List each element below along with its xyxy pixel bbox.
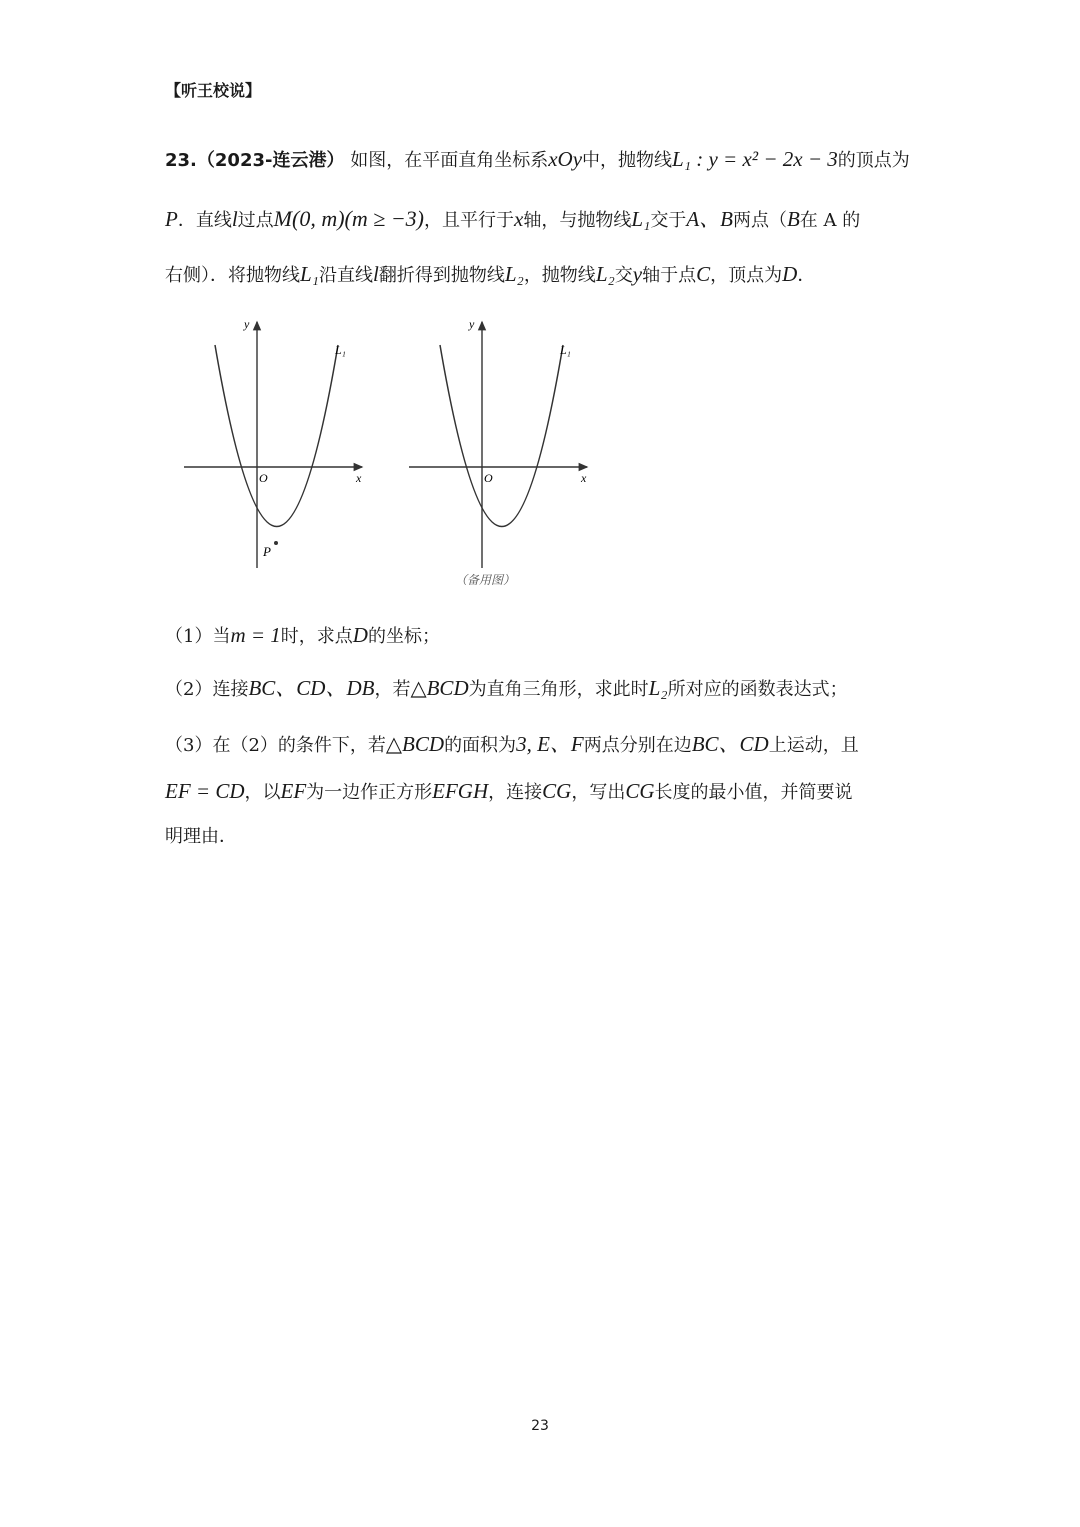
problem-number: 23. xyxy=(165,150,197,171)
question-text: ，若 xyxy=(374,679,411,700)
y-axis-label: y xyxy=(469,317,475,331)
segment-label: CG xyxy=(542,779,572,803)
question-2 xyxy=(165,672,925,702)
problem-text: 如图，在平面直角坐标系 xyxy=(350,150,549,171)
question-text: （1）当 xyxy=(165,626,231,647)
x-axis-label: x xyxy=(581,471,587,485)
segment-label: EF xyxy=(280,779,307,803)
point-label: D xyxy=(782,262,798,286)
question-3 xyxy=(165,728,925,758)
question-text: ，以 xyxy=(244,782,281,803)
origin-label: O xyxy=(484,471,493,485)
line-label: l xyxy=(231,207,238,231)
parabola-curve xyxy=(215,345,338,527)
segment-label: CG xyxy=(625,779,655,803)
question-text: 时，求点 xyxy=(280,626,353,647)
figure-right xyxy=(405,310,605,599)
point-label: P xyxy=(165,207,178,231)
parabola-label: L₁ xyxy=(300,262,319,286)
question-text: 的坐标； xyxy=(367,626,440,647)
parabola-label: L₂ xyxy=(504,262,524,286)
point-label: D xyxy=(352,623,368,647)
coordinate-system-label: xOy xyxy=(548,147,583,171)
x-axis-label: x xyxy=(356,471,362,485)
page-header: 【听王校说】 xyxy=(165,81,262,100)
question-text: 长度的最小值，并简要说 xyxy=(654,782,853,803)
figure-caption: （备用图） xyxy=(455,573,516,587)
question-formula: m = 1 xyxy=(230,623,281,647)
problem-text: 轴，与抛物线 xyxy=(523,210,632,231)
question-text: （2）连接 xyxy=(165,679,249,700)
question-text: 为一边作正方形 xyxy=(306,782,433,803)
problem-text: ．直线 xyxy=(177,210,232,231)
question-3-line-2 xyxy=(165,778,925,804)
question-text: （3）在（2）的条件下，若 xyxy=(165,735,386,756)
parabola-formula: L₁ : y = x² − 2x − 3 xyxy=(672,147,838,171)
triangle-label: △BCD xyxy=(410,676,469,700)
point-m-formula: M(0, m)(m ≥ −3) xyxy=(273,206,424,231)
point-label: C xyxy=(696,262,711,286)
figure-left-graph xyxy=(180,310,380,590)
figure-left xyxy=(180,310,380,594)
points-label: A、B xyxy=(686,207,733,231)
point-label: B xyxy=(786,207,800,231)
question-text: 所对应的函数表达式； xyxy=(667,679,848,700)
problem-text: 两点（ xyxy=(732,210,787,231)
curve-label: L₁ xyxy=(335,343,346,357)
question-text: ，写出 xyxy=(571,782,626,803)
problem-line-1 xyxy=(165,146,925,172)
question-text: 上运动，且 xyxy=(768,735,859,756)
y-axis-label: y xyxy=(244,317,250,331)
parabola-label: L₁ xyxy=(631,207,651,231)
origin-label: O xyxy=(259,471,268,485)
figure-right-graph xyxy=(405,310,605,595)
question-3-line-3 xyxy=(165,822,925,848)
page-number: 23 xyxy=(531,1418,549,1434)
question-text: 为直角三角形，求此时 xyxy=(468,679,649,700)
vertex-point xyxy=(274,541,278,545)
question-text: 明理由． xyxy=(165,826,237,847)
problem-text: 右侧）．将抛物线 xyxy=(165,265,300,286)
problem-text: ，抛物线 xyxy=(523,265,596,286)
problem-line-3 xyxy=(165,261,925,287)
problem-source: （2023-连云港） xyxy=(196,150,345,171)
question-text: 的面积为 xyxy=(444,735,517,756)
problem-text: 过点 xyxy=(237,210,274,231)
problem-text: ． xyxy=(797,265,816,286)
problem-text: 轴于点 xyxy=(642,265,697,286)
side-labels: BC、CD xyxy=(691,732,769,756)
question-text: ，连接 xyxy=(488,782,543,803)
question-1 xyxy=(165,622,925,648)
parabola-label: L₂ xyxy=(648,676,668,700)
problem-text: 交 xyxy=(614,265,633,286)
line-label: l xyxy=(372,262,379,286)
problem-text: 在 A 的 xyxy=(799,210,861,231)
square-label: EFGH xyxy=(432,779,489,803)
problem-text: 交于 xyxy=(650,210,687,231)
points-label: 3, E、F xyxy=(516,732,584,756)
axis-label: x xyxy=(514,207,524,231)
equation: EF = CD xyxy=(165,779,245,803)
curve-label: L₁ xyxy=(560,343,571,357)
parabola-label: L₂ xyxy=(595,262,615,286)
segment-labels: BC、CD、DB xyxy=(248,676,375,700)
vertex-label: P xyxy=(263,544,271,559)
triangle-label: △BCD xyxy=(385,732,445,756)
problem-text: 的顶点为 xyxy=(837,150,910,171)
problem-text: ，且平行于 xyxy=(424,210,514,231)
axis-label: y xyxy=(632,262,643,286)
question-text: 两点分别在边 xyxy=(583,735,692,756)
parabola-curve xyxy=(440,345,563,527)
problem-text: 中，抛物线 xyxy=(582,150,673,171)
problem-text: 沿直线 xyxy=(318,265,373,286)
problem-line-2 xyxy=(165,203,925,233)
problem-text: 翻折得到抛物线 xyxy=(378,265,505,286)
problem-text: ，顶点为 xyxy=(710,265,783,286)
